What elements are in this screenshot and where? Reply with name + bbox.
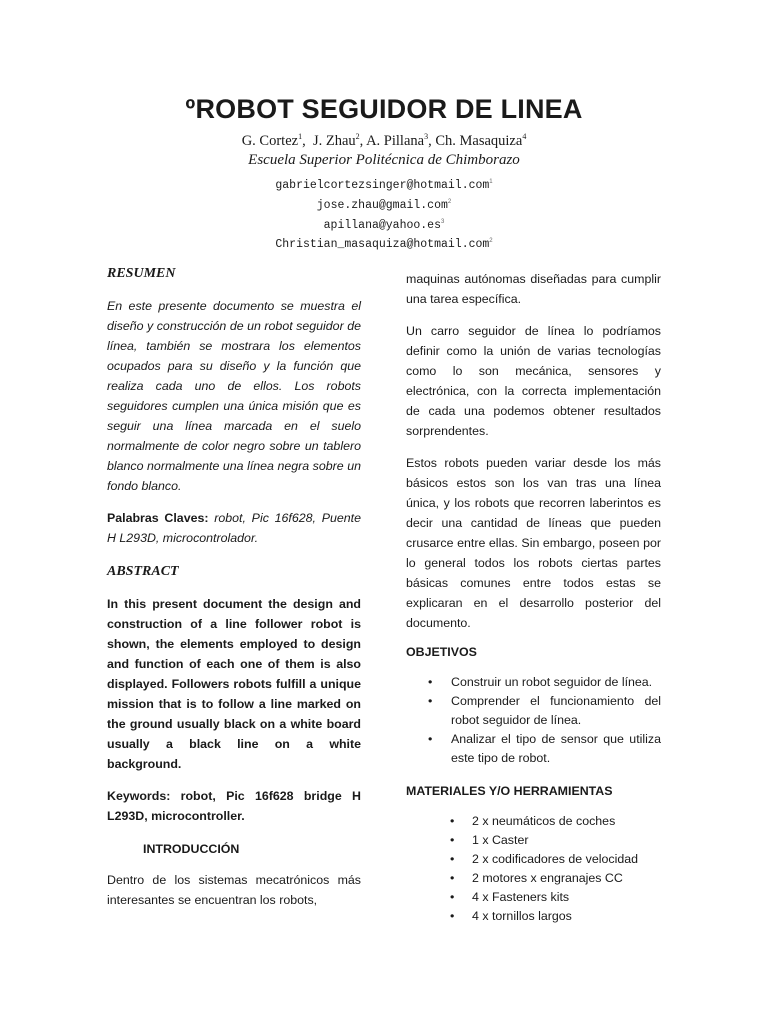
email-address: gabrielcortezsinger@hotmail.com xyxy=(275,178,490,192)
palabras-claves-label: Palabras Claves: xyxy=(107,511,209,525)
bullet-icon: • xyxy=(450,890,455,904)
email-line xyxy=(0,214,768,234)
paragraph: Estos robots pueden variar desde los más básicos estos son los van tras una línea única, y los robots que recorren laberintos es decir una cantidad de líneas que pueden crusarce entre ellas. Sin embargo, poseen por lo general todos los robots ciertas partes básicas comunes entre todos estas se explicaran en el desarrollo posterior del documento. xyxy=(406,456,661,630)
list-item xyxy=(406,907,661,926)
list-item xyxy=(406,692,661,730)
palabras-claves-text: robot, Pic 16f628, Puente H L293D, microcontrolador. xyxy=(107,511,362,545)
paragraph: Un carro seguidor de línea lo podríamos definir como la unión de varias tecnologías como lo son mecánica, sensores y electrónica, con la correcta implementación de cada una podemos obtener resultados sorprendentes. xyxy=(406,324,661,438)
email-sup: 1 xyxy=(489,179,493,185)
list-item xyxy=(406,730,661,768)
email-sup: 2 xyxy=(489,238,493,245)
resumen-heading: RESUMEN xyxy=(107,266,176,281)
keywords-text: robot, Pic 16f628 bridge H L293D, microcontroller. xyxy=(107,789,361,823)
objetivos-list xyxy=(406,673,661,768)
list-item-text: 4 x tornillos largos xyxy=(472,909,572,923)
objetivos-heading: OBJETIVOS xyxy=(406,645,477,659)
introduccion-text: Dentro de los sistemas mecatrónicos más interesantes se encuentran los robots, xyxy=(107,873,361,907)
right-column xyxy=(406,269,661,926)
keywords-label: Keywords: xyxy=(107,789,171,803)
list-item-text: 1 x Caster xyxy=(472,833,529,847)
author-name: J. Zhau xyxy=(312,132,356,149)
list-item-text: 2 x codificadores de velocidad xyxy=(472,852,638,866)
author-name: Ch. Masaquiza xyxy=(435,132,523,149)
keywords xyxy=(107,786,361,826)
email-sup: 3 xyxy=(440,218,445,225)
list-item-text: Comprender el funcionamiento del robot seguidor de línea. xyxy=(451,694,661,727)
email-list xyxy=(0,174,768,253)
email-address: Christian_masaquiza@hotmail.com xyxy=(275,238,490,252)
list-item-text: 2 motores x engranajes CC xyxy=(472,871,623,885)
bullet-icon: • xyxy=(428,694,433,708)
email-line xyxy=(0,233,768,253)
introduccion-heading: INTRODUCCIÓN xyxy=(143,842,240,856)
bullet-icon: • xyxy=(450,909,455,923)
author-sup: 1 xyxy=(298,132,303,141)
palabras-claves xyxy=(107,508,361,548)
paragraph: maquinas autónomas diseñadas para cumplir una tarea específica. xyxy=(406,272,661,306)
list-item xyxy=(406,850,661,869)
materiales-list xyxy=(406,812,661,926)
email-sup: 2 xyxy=(447,198,452,205)
bullet-icon: • xyxy=(450,871,455,885)
paper-title: ºROBOT SEGUIDOR DE LINEA xyxy=(185,94,583,124)
email-address: jose.zhau@gmail.com xyxy=(316,198,448,212)
author-list: G. Cortez$^1$, J. Zhau$^2$, A. Pillana$^3$, Ch. Masaquiza$^4$ xyxy=(241,132,527,149)
resumen-text: En este presente documento se muestra el diseño y construcción de un robot seguidor de línea, también se mostrara los elementos ocupados para su diseño y la función que realiza cada uno de ellos. Los robots seguidores cumplen una única misión que es seguir una línea marcada en el suelo normalmente de color negro sobre un tablero blanco normalmente una línea negra sobre un fondo blanco. xyxy=(107,299,361,493)
bullet-icon: • xyxy=(450,852,455,866)
list-item-text: 4 x Fasteners kits xyxy=(472,890,570,904)
list-item-text: Analizar el tipo de sensor que utiliza este tipo de robot. xyxy=(451,732,661,765)
bullet-icon: • xyxy=(428,732,433,746)
bullet-icon: • xyxy=(450,833,455,847)
list-item xyxy=(406,869,661,888)
author-sup: 3 xyxy=(424,132,429,141)
list-item xyxy=(406,831,661,850)
author-name: A. Pillana xyxy=(366,132,425,149)
list-item xyxy=(406,812,661,831)
abstract-text: In this present document the design and construction of a line follower robot is shown, the elements employed to design and function of each one of them is also displayed. Followers robots fulfill a unique mission that is to follow a line marked on the ground usually black on a white board usually a black line on a white background. xyxy=(107,597,361,771)
author-name: G. Cortez xyxy=(241,132,299,149)
list-item-text: 2 x neumáticos de coches xyxy=(472,814,616,828)
materiales-heading: MATERIALES Y/O HERRAMIENTAS xyxy=(406,784,613,798)
left-column xyxy=(107,266,361,922)
author-sup: 2 xyxy=(355,132,360,141)
email-line xyxy=(0,194,768,214)
bullet-icon: • xyxy=(428,675,433,689)
abstract-heading: ABSTRACT xyxy=(107,564,179,579)
affiliation: Escuela Superior Politécnica de Chimborazo xyxy=(248,152,520,168)
email-line xyxy=(0,174,768,194)
list-item xyxy=(406,888,661,907)
list-item-text: Construir un robot seguidor de línea. xyxy=(451,675,653,689)
email-address: apillana@yahoo.es xyxy=(323,218,441,232)
bullet-icon: • xyxy=(450,814,455,828)
author-sup: 4 xyxy=(522,132,527,141)
list-item xyxy=(406,673,661,692)
